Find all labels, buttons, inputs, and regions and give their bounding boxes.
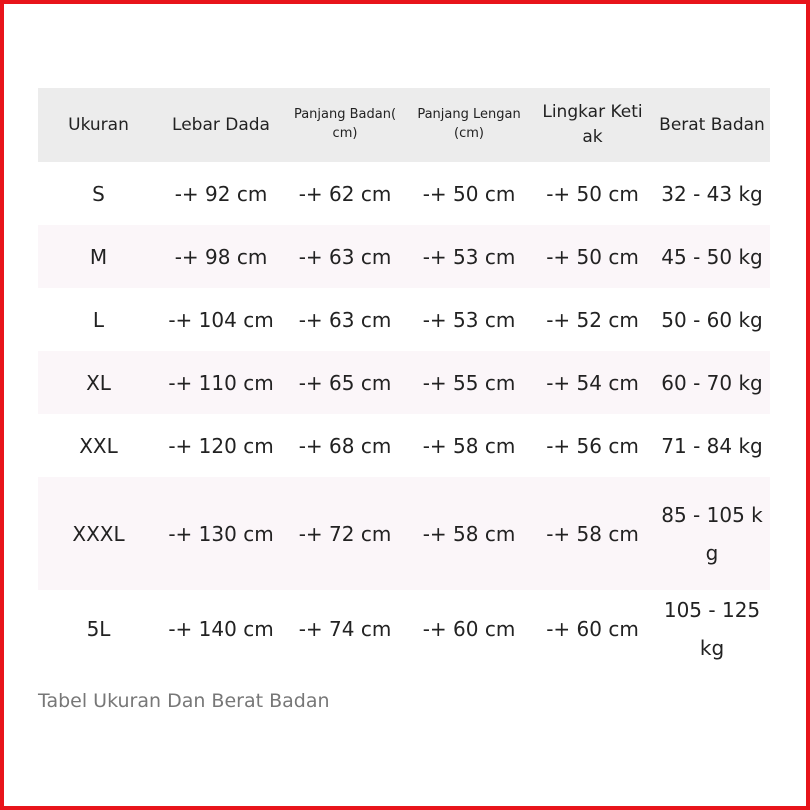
cell-panjang-lengan: -+ 58 cm — [422, 433, 516, 458]
cell-panjang-lengan: -+ 55 cm — [407, 351, 531, 414]
header-berat-badan: Berat Badan — [654, 88, 770, 162]
table-row — [38, 288, 770, 351]
cell-panjang-lengan: -+ 50 cm — [422, 181, 516, 206]
cell-panjang-lengan: -+ 53 cm — [422, 307, 516, 332]
cell-size: XL — [38, 351, 159, 414]
cell-lingkar-ketiak: -+ 56 cm — [546, 433, 639, 458]
cell-size: M — [38, 225, 159, 288]
cell-lingkar-ketiak: -+ 54 cm — [531, 351, 654, 414]
cell-panjang-badan: -+ 65 cm — [283, 351, 407, 414]
header-panjang-lengan: Panjang Lengan (cm) — [407, 88, 531, 162]
table-row — [38, 477, 770, 590]
table-row — [38, 590, 770, 668]
header-panjang-badan: Panjang Badan( cm) — [283, 88, 407, 162]
cell-berat-badan: 60 - 70 kg — [654, 351, 770, 414]
cell-lebar-dada: -+ 92 cm — [174, 181, 268, 206]
cell-size: XXXL — [38, 477, 159, 590]
cell-panjang-badan: -+ 68 cm — [298, 433, 392, 458]
cell-lebar-dada: -+ 140 cm — [168, 617, 274, 641]
cell-berat-badan: 105 - 125 kg — [663, 598, 761, 660]
cell-size: XXL — [79, 433, 118, 458]
header-ukuran: Ukuran — [38, 88, 159, 162]
header-lebar-dada: Lebar Dada — [159, 88, 283, 162]
table-row — [38, 351, 770, 414]
cell-panjang-badan: -+ 72 cm — [283, 477, 407, 590]
cell-panjang-badan: -+ 74 cm — [298, 617, 392, 641]
cell-panjang-badan: -+ 63 cm — [283, 225, 407, 288]
cell-berat-badan: 71 - 84 kg — [661, 433, 763, 458]
cell-lebar-dada: -+ 104 cm — [168, 307, 274, 332]
cell-lebar-dada: -+ 120 cm — [168, 433, 274, 458]
cell-berat-badan: 45 - 50 kg — [654, 225, 770, 288]
cell-lebar-dada: -+ 98 cm — [159, 225, 283, 288]
header-lingkar-ketiak: Lingkar Keti ak — [531, 88, 654, 162]
size-chart-table — [38, 88, 770, 668]
cell-lingkar-ketiak: -+ 52 cm — [546, 307, 639, 332]
cell-size: 5L — [86, 617, 111, 641]
table-row — [38, 162, 770, 225]
cell-berat-badan: 32 - 43 kg — [661, 181, 763, 206]
cell-lingkar-ketiak: -+ 58 cm — [531, 477, 654, 590]
table-row — [38, 225, 770, 288]
table-header-row — [38, 88, 770, 162]
cell-lingkar-ketiak: -+ 50 cm — [546, 181, 639, 206]
cell-berat-badan: 50 - 60 kg — [661, 307, 763, 332]
cell-lebar-dada: -+ 110 cm — [159, 351, 283, 414]
table-caption: Tabel Ukuran Dan Berat Badan — [38, 690, 330, 712]
cell-size: S — [92, 181, 105, 206]
table-row — [38, 414, 770, 477]
cell-panjang-badan: -+ 62 cm — [298, 181, 392, 206]
cell-panjang-lengan: -+ 60 cm — [422, 617, 516, 641]
cell-lingkar-ketiak: -+ 50 cm — [531, 225, 654, 288]
cell-panjang-lengan: -+ 53 cm — [407, 225, 531, 288]
cell-berat-badan: 85 - 105 k g — [654, 477, 770, 590]
cell-panjang-lengan: -+ 58 cm — [407, 477, 531, 590]
cell-panjang-badan: -+ 63 cm — [298, 307, 392, 332]
cell-size: L — [92, 307, 105, 332]
cell-lebar-dada: -+ 130 cm — [159, 477, 283, 590]
cell-lingkar-ketiak: -+ 60 cm — [546, 617, 639, 641]
